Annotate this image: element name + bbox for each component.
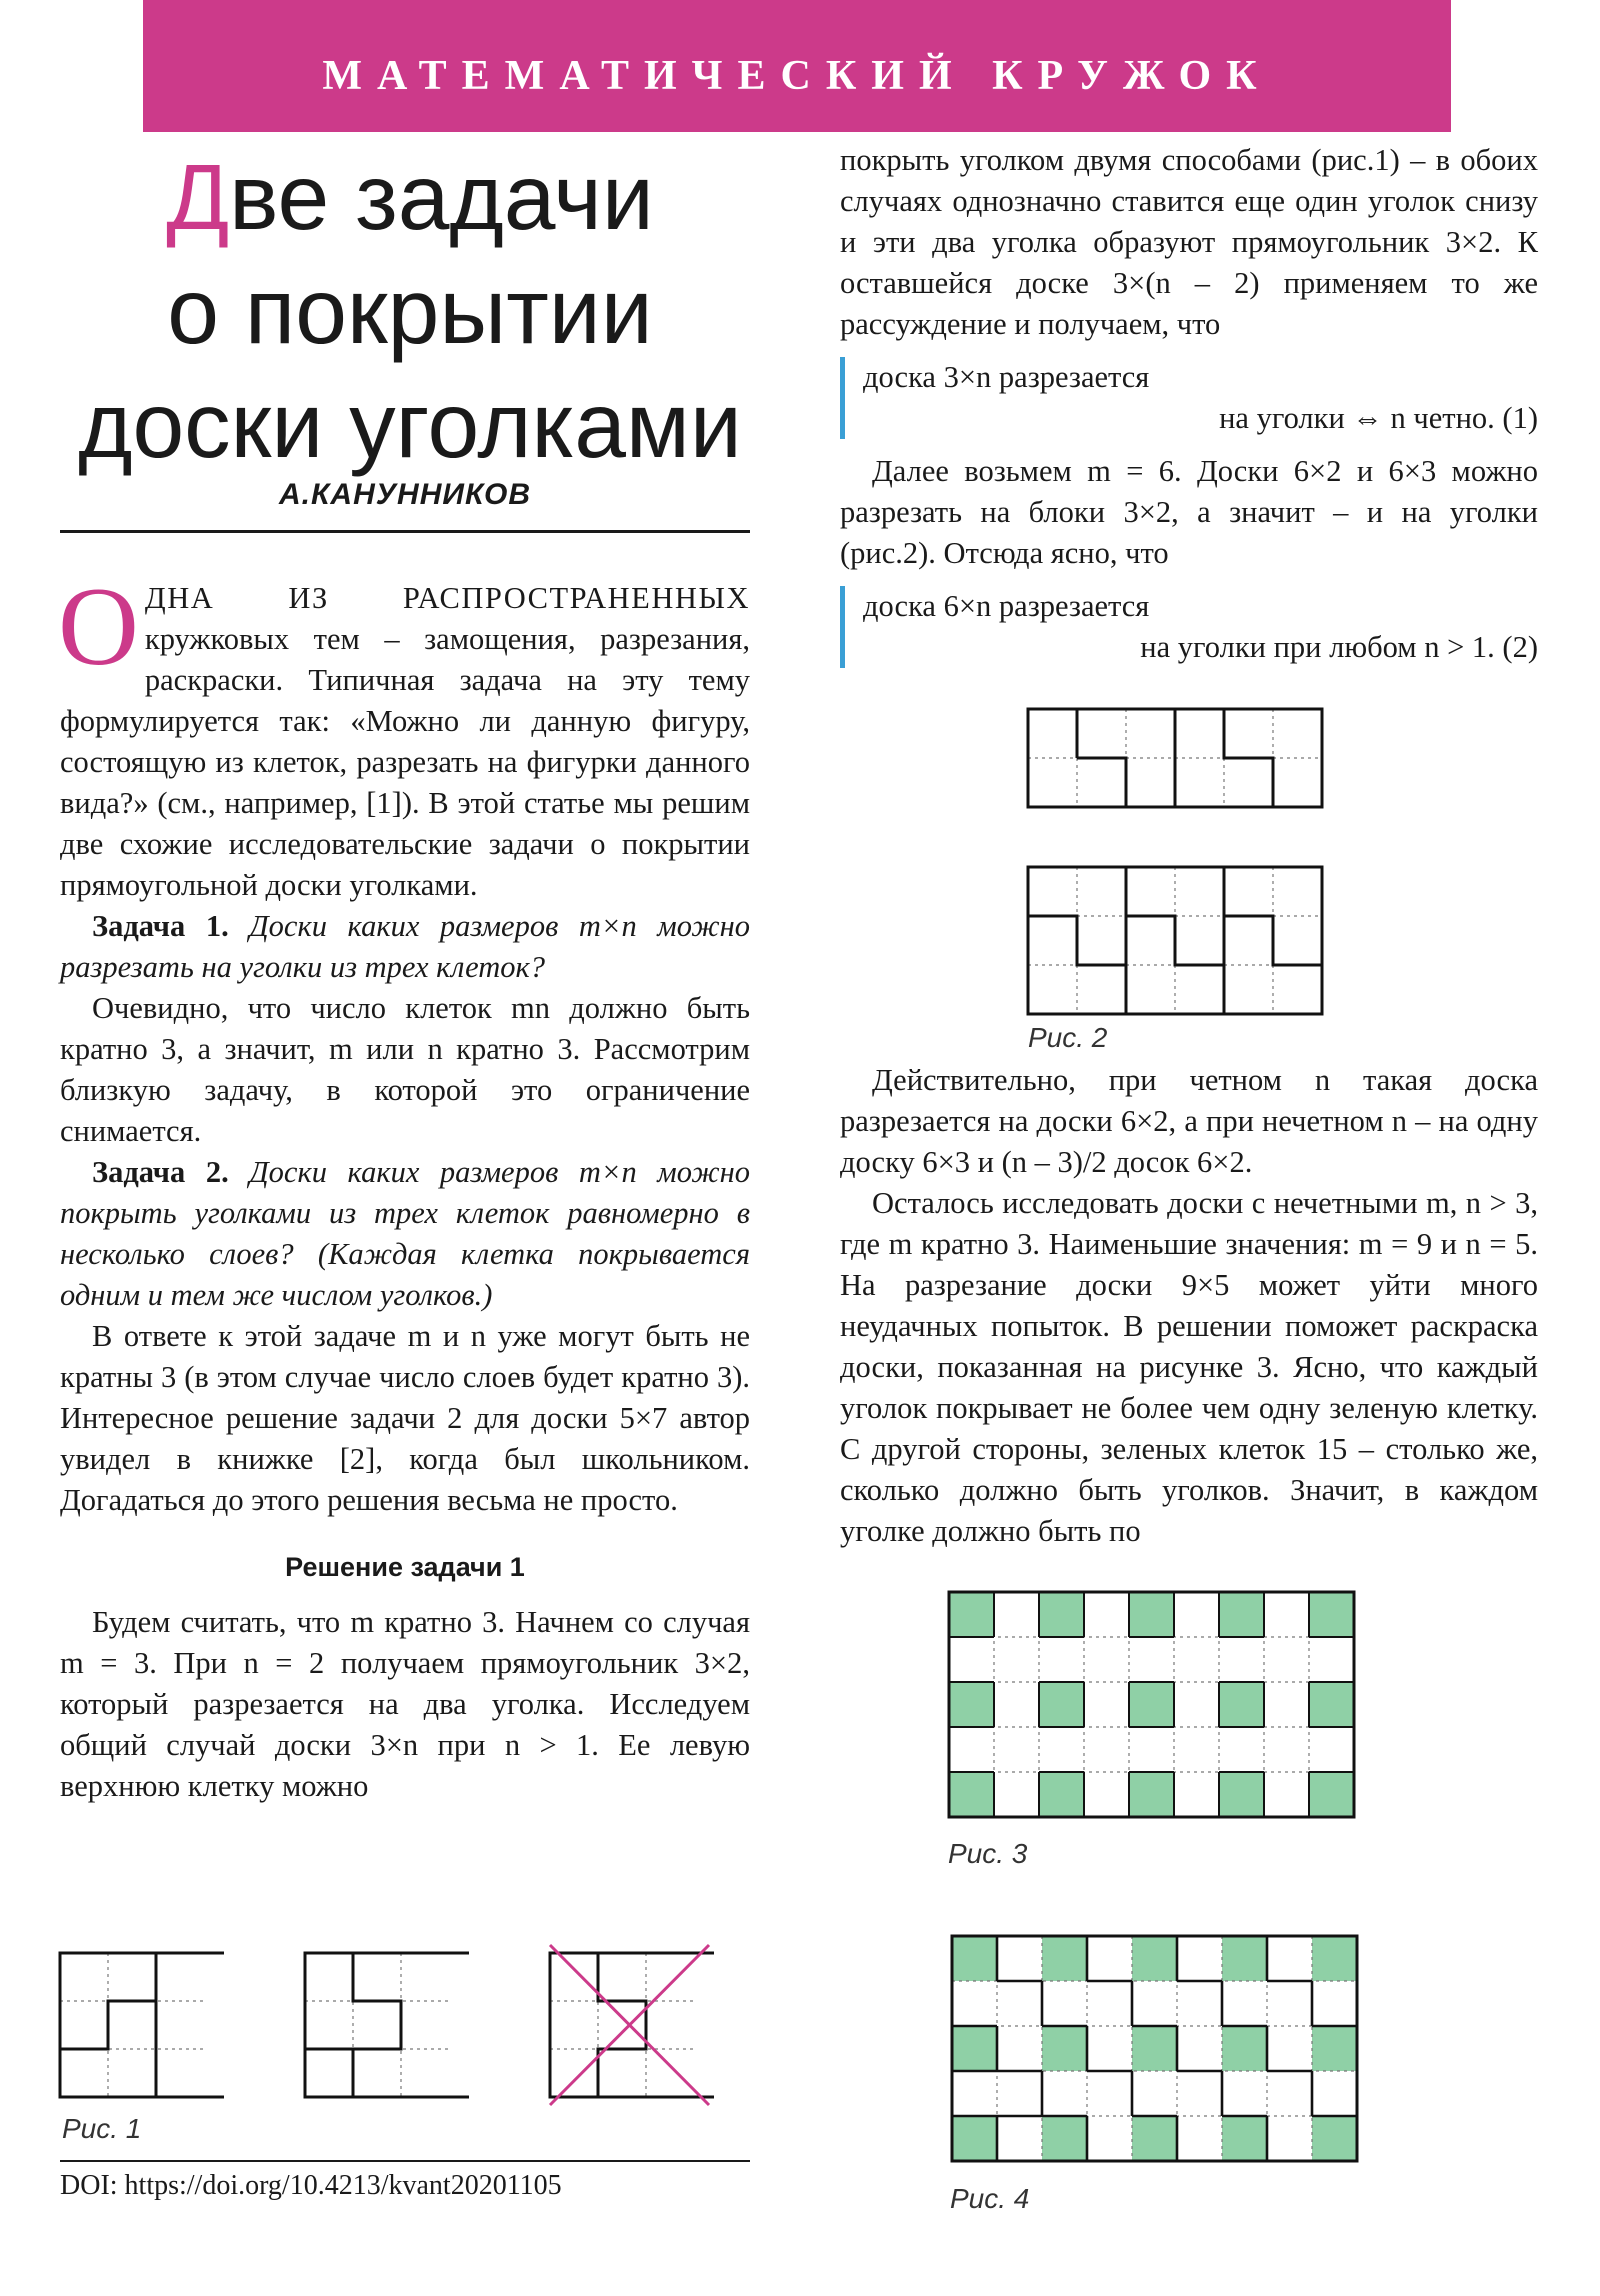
green-cell: [1132, 2026, 1177, 2071]
green-cell: [952, 1936, 997, 1981]
formula-2-line-2: на уголки при любом n > 1. (2): [1140, 630, 1538, 664]
green-cell: [1219, 1682, 1264, 1727]
formula-2-line-1: доска 6×n разрезается: [863, 589, 1150, 623]
green-cell: [1039, 1772, 1084, 1817]
piece-border: [1126, 916, 1224, 965]
left-column: [58, 565, 751, 1807]
green-cell: [1132, 2116, 1177, 2161]
green-cell: [1042, 1936, 1087, 1981]
green-cell: [1219, 1772, 1264, 1817]
green-cell: [1129, 1772, 1174, 1817]
task2-text: Доски каких размеров m×n можно покрыть уголками из трех клеток равномерно в несколько слоев? (Каждая клетка покрывается одним и тем же числом уголков.): [60, 1155, 751, 1312]
intro-smallcaps: ДНА ИЗ РАСПРОСТРАНЕННЫХ: [144, 581, 750, 615]
green-cell: [1222, 2026, 1267, 2071]
right-column-lower: [840, 1060, 1538, 1552]
green-cell: [1222, 1936, 1267, 1981]
right-column: [840, 140, 1538, 680]
intro-text: кружковых тем – замощения, разрезания, раскраски. Типичная задача на эту тему формулируется так: «Можно ли данную фигуру, состоящую из клеток, разрезать на фигурки данного вида?» (см., например, [1]). В этой статье мы решим две схожие исследовательские задачи о покрытии прямоугольной доски уголками.: [60, 622, 750, 902]
task1-text: Доски каких размеров m×n можно разрезать на уголки из трех клеток?: [60, 909, 751, 984]
task1-label: Задача 1.: [92, 909, 229, 943]
title-first-letter: Д: [166, 145, 230, 249]
author-rule: [60, 530, 750, 533]
piece-border: [1224, 916, 1322, 965]
obvious-paragraph: Очевидно, что число клеток mn должно быть кратно 3, а значит, m или n кратно 3. Рассмотрим близкую задачу, в которой это ограничение снимается.: [60, 991, 750, 1148]
piece-border: [1224, 709, 1273, 807]
green-cell: [1132, 1936, 1177, 1981]
task2-paragraph: [60, 1152, 750, 1316]
board-outline: [305, 1953, 469, 2097]
green-cell: [1222, 2116, 1267, 2161]
figure-3: [945, 1588, 1365, 1828]
board-outline: [60, 1953, 224, 2097]
task2-label: Задача 2.: [92, 1155, 229, 1189]
fig1-caption: Рис. 1: [62, 2113, 142, 2144]
green-cell: [1312, 1936, 1357, 1981]
green-cell: [1312, 2026, 1357, 2071]
board-outline: [550, 1953, 714, 2097]
fig2-caption: Рис. 2: [1028, 1022, 1108, 1053]
intro-paragraph: [58, 565, 750, 906]
solution-paragraph: Будем считать, что m кратно 3. Начнем со случая m = 3. При n = 2 получаем прямоугольник 3×2, который разрезается на два уголка. Исследуем общий случай доски 3×n при n > 1. Ее левую верхнюю клетку можно: [60, 1605, 750, 1803]
title-line-1: ве задачи: [229, 145, 654, 249]
green-cell: [952, 2116, 997, 2161]
figure-2: [1025, 705, 1345, 1025]
green-cell: [949, 1592, 994, 1637]
formula-1-line-2: на уголки ⇔ n четно. (1): [1219, 401, 1538, 435]
formula-2: [840, 586, 1538, 668]
fig4-caption: Рис. 4: [950, 2183, 1030, 2214]
green-cell: [1309, 1772, 1354, 1817]
solution-subhead: Решение задачи 1: [285, 1552, 525, 1582]
odd-paragraph: Осталось исследовать доски с нечетными m, n > 3, где m кратно 3. Наименьшие значения: m = 9 и n = 5. На разрезание доски 9×5 может уйти много неудачных попыток. В решении поможет раскраска доски, показанная на рисунке 3. Ясно, что каждый уголок покрывает не более чем одну зеленую клетку. С другой стороны, зеленых клеток 15 – столько же, сколько должно быть уголков. Значит, в каждом уголке должно быть по: [840, 1186, 1538, 1548]
green-cell: [952, 2026, 997, 2071]
piece-border: [353, 1953, 401, 2049]
formula-1-line-1: доска 3×n разрезается: [863, 360, 1150, 394]
piece-border: [1028, 916, 1126, 965]
doi-rule: [60, 2160, 750, 2162]
green-cell: [1042, 2116, 1087, 2161]
doi: DOI: https://doi.org/10.4213/kvant20201105: [60, 2170, 562, 2201]
green-cell: [949, 1772, 994, 1817]
dropcap: О: [58, 565, 139, 689]
green-cell: [1129, 1592, 1174, 1637]
even-paragraph: Действительно, при четном n такая доска разрезается на доски 6×2, а при нечетном n – на одну доску 6×3 и (n – 3)/2 досок 6×2.: [840, 1063, 1538, 1179]
green-cell: [1309, 1592, 1354, 1637]
title-line-2: о покрытии: [167, 259, 653, 363]
answer-paragraph: В ответе к этой задаче m и n уже могут быть не кратны 3 (в этом случае число слоев будет кратно 3). Интересное решение задачи 2 для доски 5×7 автор увидел в книжке [2], когда был школьником. Догадаться до этого решения весьма не просто.: [60, 1319, 750, 1517]
green-cell: [1039, 1682, 1084, 1727]
green-cell: [1219, 1592, 1264, 1637]
piece-border: [598, 1953, 646, 2097]
piece-border: [1077, 758, 1126, 807]
m6-paragraph: Далее возьмем m = 6. Доски 6×2 и 6×3 можно разрезать на блоки 3×2, а значит – и на уголки (рис.2). Отсюда ясно, что: [840, 454, 1538, 570]
green-cell: [949, 1682, 994, 1727]
green-cell: [1042, 2026, 1087, 2071]
task1-paragraph: [60, 906, 750, 988]
fig3-caption: Рис. 3: [948, 1838, 1028, 1869]
green-cell: [1309, 1682, 1354, 1727]
figure-1: [55, 1945, 755, 2125]
green-cell: [1129, 1682, 1174, 1727]
article-title: [60, 140, 760, 482]
green-cell: [1039, 1592, 1084, 1637]
green-cell: [1312, 2116, 1357, 2161]
figure-4: [948, 1932, 1368, 2172]
continuation-paragraph: покрыть уголком двумя способами (рис.1) – в обоих случаях однозначно ставится еще один уголок снизу и эти два уголка образуют прямоугольник 3×2. К оставшейся доске 3×(n – 2) применяем то же рассуждение и получаем, что: [840, 143, 1538, 341]
author: А.КАНУННИКОВ: [278, 478, 532, 511]
title-line-3: доски уголками: [78, 373, 742, 477]
formula-1: [840, 357, 1538, 439]
section-header: МАТЕМАТИЧЕСКИЙ КРУЖОК: [143, 0, 1451, 132]
